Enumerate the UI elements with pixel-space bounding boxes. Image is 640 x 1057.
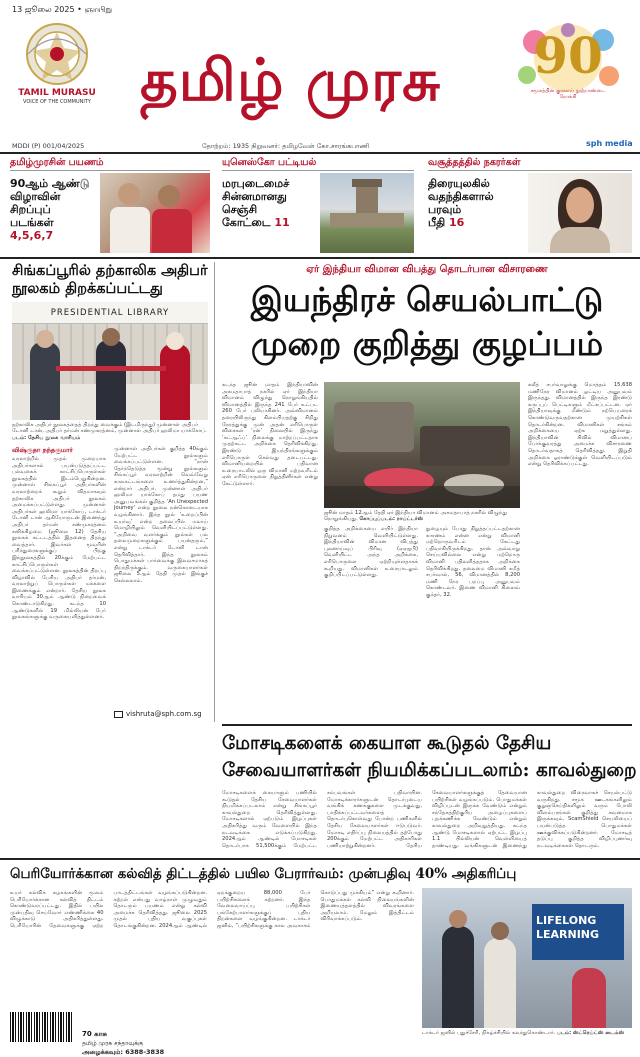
teaser-photo-fort — [320, 173, 414, 253]
registration-number: MDDI (P) 001/04/2025 — [12, 142, 85, 150]
teaser-line: படங்கள் — [10, 216, 54, 229]
sph-media-logo: sph media — [586, 139, 633, 148]
teaser-line: 90ஆம் ஆண்டு — [10, 177, 90, 190]
lead-col2: குறித்த அறிக்கையை எயிர் இந்தியா நிறுவனம் வெளியிட்டுள்ளது. இந்தியாவின் விமான விபத்து புலனாய்வுப் பிரிவு (ஏஏஐபி) வெளியிட்ட அந்த அறிக்கை, எரிபொருளை ஏற்றியுள்ளதாகக் கூறியது. விமானிகள் உரையாடலும் குறிப்பிடப்பட்டுள்ளது. — [324, 526, 418, 579]
mail-icon — [114, 711, 123, 718]
crash-site-photo — [324, 382, 520, 508]
teaser-text — [222, 177, 318, 229]
date-line: 13 ஜூலை 2025 • ஞாயிறு — [12, 5, 113, 14]
lead-headline-line2: முறை குறித்து குழப்பம் — [250, 324, 604, 363]
teaser-line: வதந்திகளால் — [428, 190, 494, 203]
teaser-text — [428, 177, 524, 229]
anniversary-caption: சமூகத்தின் குரலாய் நூற்றாண்டை நோக்கி — [530, 88, 606, 100]
teaser-page-ref: 4,5,6,7 — [10, 229, 54, 242]
caption-credit: கோப்புப்படம்: ராய்ட்டர்ஸ் — [359, 516, 424, 523]
subscription-line: தமிழ் முரசு சந்தாவுக்கு — [82, 1040, 144, 1047]
left-photo-caption — [12, 422, 208, 442]
lifelong-learning-photo — [422, 888, 632, 1028]
subscription-info — [82, 1040, 143, 1047]
second-headline-line1: மோசடிகளைக் கையாள கூடுதல் தேசிய — [222, 733, 552, 754]
banner-text: LIFELONG LEARNING — [536, 914, 600, 941]
second-story-headline[interactable] — [222, 730, 637, 784]
teaser-line: செஞ்சி — [222, 203, 258, 216]
teaser-photo-actress — [528, 173, 632, 253]
second-story-body: மோசடிகளைக் கையாளும் பணியில் கூடுதல் தேசிய சேவையாளர்கள் நியமிக்கப்படலாம் என்று சிங்கப்பூர் காவல்துறை தெரிவித்துள்ளது. மோசடிகளால் ஏற்படும் இழப்புகள் அதிகரித்து வரும் வேளையில் இந்த நடவடிக்கை எடுக்கப்படுகிறது. 2024ஆம் ஆண்டில் மோசடிகள் தொடர்பாக 51,500க்கும் மேற்பட்ட சம்பவங்கள் பதிவாயின. மோசடிக்காரர்களுடன் தொடர்புடைய வங்கிக் கணக்குகளை முடக்குவது, பாதிக்கப்பட்டவர்களைத் தொடர்புகொள்வது போன்ற பணிகளில் தேசிய சேவையாளர்கள் ஈடுபடுவர். மோசடி எதிர்ப்பு நிலையத்தில் தற்போது 200க்கும் மேற்பட்ட அதிகாரிகள் பணியாற்றுகின்றனர். தேசிய சேவையாளர்களுக்குத் தேவையான பயிற்சிகள் வழங்கப்படும். பொதுமக்கள் விழிப்புடன் இருக்க வேண்டும் என்றும் சந்தேகத்திற்குரிய அழைப்புகளைப் புறக்கணிக்க வேண்டும் என்றும் காவல்துறை அறிவுறுத்தியது. கடந்த ஆண்டு மோசடிகளால் ஏற்பட்ட இழப்பு 1.1 பில்லியன் வெள்ளியைத் தாண்டியது. வங்கிகளுடன் இணைந்து காவல்துறை விரைவாகச் செயல்பட்டு வருகிறது. சமூக ஊடகங்களிலும் குறுஞ்செய்திகளிலும் வரும் போலி விளம்பரங்கள் குறித்து கவனமாக இருக்கவும். ScamShield செயலியைப் பயன்படுத்த பொதுமக்கள் ஊக்குவிக்கப்படுகின்றனர். மோசடித் தடுப்பு குறித்த விழிப்புணர்வு நடவடிக்கைகள் தொடரும். — [222, 790, 632, 849]
teaser-line: மரபுடைமைச் — [222, 177, 290, 190]
teaser-section: யுனெஸ்கோ பட்டியல் — [222, 157, 317, 168]
left-column-divider — [214, 262, 215, 722]
tamil-murasu-logo[interactable] — [14, 18, 100, 118]
lead-col1: கடந்த ஜூன் மாதம் இந்தியாவின் அகமதாபாத் நகரில் ஏர் இந்தியா விமானம் விழுந்து நொறுங்கியதில் விமானத்தில் இருந்த 241 பேர் உட்பட 260 பேர் பலியாகினர். அவ்விமானம் தரையிலிருந்து கிளம்பியதற்கு சிறிது நேரத்துக்கு முன் அதன் எரிபொருள் விசைகள் ‘ரன்’ நிலையில் இருந்து ‘கட்ஆஃப்’ நிலைக்கு மாற்றப்பட்டதாக முதற்கட்ட அறிக்கை தெரிவிக்கிறது. இரண்டு இயந்திரங்களுக்கும் எரிபொருள் செல்வது தடைபட்டது. விமானியறையில் பதிவான உரையாடலில் ஒரு விமானி மற்றவரிடம் ஏன் எரிபொருளை நிறுத்தினீர்கள் என்று கேட்டுள்ளார். — [222, 382, 318, 487]
left-story-col2: முன்னாள் அதிபர்கள் குறித்த 40க்கும் மேற்பட்ட நூல்களும் வைக்கப்பட்டுள்ளன. “நான் தேர்ந்தெடுத்த மூன்று நூல்களும் சிங்கப்பூர் வரலாற்றின் வெவ்வேறு காலகட்டங்களை உணர்த்துகின்றன,” என்றார் அதிபர். முன்னாள் அதிபர் ஹலிமா யாக்கோப் தமது பயண அனுபவங்கள் குறித்த ‘An Unexpected Journey’ என்ற நூலை நன்கொடையாக வழங்கினார். இந்த நூல் ‘உறைப்பின் உயர்வு’ என்ற தலைப்பில் மலாய் மொழியிலும் வெளியிடப்பட்டுள்ளது. “அறிவை வளர்க்கும் நூல்கள் பல தலைமுறைகளுக்கும் பயன்தரும்,” என்று டாக்டர் டோனி டான் தெரிவித்தார். இந்த நூலகம் பொதுமக்கள் பார்வைக்கு இலவசமாகத் திறந்திருக்கும். வருகையாளர்கள் ஜூலை 5ஆம் தேதி முதல் இங்குச் செல்லலாம். — [114, 446, 208, 584]
teaser-page-ref: 16 — [449, 216, 465, 229]
teaser-line: பரவும் — [428, 203, 462, 216]
bottom-divider — [0, 858, 640, 860]
masthead-divider — [0, 152, 640, 154]
drum-emblem-icon — [14, 18, 100, 88]
price: 70 காசு — [82, 1030, 107, 1038]
teaser-line: பீதி — [428, 216, 450, 229]
teaser-line: சிறப்புப் — [10, 203, 51, 216]
teaser-line: திரையுலகில் — [428, 177, 490, 190]
logo-tagline: VOICE OF THE COMMUNITY — [23, 99, 91, 105]
teaser-divider — [0, 257, 640, 259]
caption-credit: படம்: ஸ்ட்ரெய்ட்ஸ் டைம்ஸ் — [556, 1030, 625, 1036]
bottom-story-body: உயர் கல்விக் கழகங்களின் மூலம் பெரியோர்க்கான கல்வித் திட்டம் கொண்டுவரப்பட்டது. இதில் பயில முன்பதிவு செய்வோர் எண்ணிக்கை 40 விழுக்காடு அதிகரித்துள்ளது. பெரியோரின் தேவைகளுக்கு ஏற்ற பாடத்திட்டங்கள் வழங்கப்படுகின்றன. கற்றல் என்பது வாழ்நாள் முழுவதும் தொடரும் பயணம் என்று கல்வி அமைச்சு தெரிவித்தது. ஜூலை 2025 முதல் புதிய வகுப்புகள் தொடங்குகின்றன. 2024ஆம் ஆண்டில் ஏறக்குறைய 88,000 பேர் பயிற்சிகளைக் கற்றனர். இந்த வேலைவாய்ப்பு பயிற்சிகள் பங்கேற்பாளர்களுக்குப் புதிய திறன்களை வழங்குகின்றன. டாக்டர் ஜனில், “பயிற்சிகளுக்கு கால அவகாசம் கொடுப்பது முக்கியம்” என்று கூறினார். பொதுமக்கள் கல்வி நிலையங்களின் இணையத்தளத்தில் விவரங்களை அறியலாம். மேலும் இத்திட்டம் விரிவாக்கப்படும். — [10, 890, 414, 929]
barcode — [10, 1012, 72, 1042]
masthead-title[interactable]: தமிழ் முரசு — [140, 46, 441, 114]
teaser-section: தமிழ்முரசின் பயணம் — [10, 157, 104, 168]
teaser-line: சின்னமானது — [222, 190, 287, 203]
teaser-3[interactable] — [428, 157, 632, 254]
left-byline: விஷ்ருதா நந்தகுமார் — [12, 446, 73, 454]
caption-text: தற்காலிக அதிபர் நூலகத்தைத் திறந்து வைக்கும் (இடமிருந்து) முன்னாள் அதிபர் டோனி டான், அதிபர் தர்மன் சண்முகரத்னம், முன்னாள் அதிபர் ஹலிமா யாக்கோப். — [12, 422, 207, 435]
bottom-photo-caption — [422, 1030, 632, 1050]
teaser-page-ref: 11 — [274, 216, 290, 229]
teaser-underline — [10, 170, 210, 171]
teaser-line: விழாவின் — [10, 190, 61, 203]
anniversary-number: 90 — [533, 26, 603, 85]
lead-divider — [222, 724, 632, 726]
email-text: vishruta@sph.com.sg — [126, 710, 202, 718]
teaser-1[interactable] — [10, 157, 210, 254]
bottom-story-headline[interactable]: பெரியோர்க்கான கல்வித் திட்டத்தில் பயில பேரார்வம்: முன்பதிவு 40% அதிகரிப்பு — [10, 866, 517, 882]
left-story-col1: வரலாற்றில் முதல் முறையாக அதிபர்களால் பயன்படுத்தப்பட்ட பல்வகைக் காட்சிப்பொருள்கள் நூலகத்தில் இடம்பெறுகின்றன. முன்னாள் சிங்கப்பூர் அதிபர்களின் வரலாற்றைக் கூறும் விதமாகவும் தற்காலிக அதிபர் நூலகம் அமைக்கப்பட்டுள்ளது. முன்னாள் அதிபர்கள் ஹலிமா யாக்கோப், டாக்டர் டோனி டான் ஆகியோருடன் இணைந்து அதிபர் தர்மன் சண்முகரத்னம் சனிக்கிழமை (ஜூலை 12) தேசிய நூலகக் கட்டடத்தில் இதனைத் திறந்து வைத்தார். இவர்கள் மூவரின் பரிந்துரைகளுக்குப் பிறகு இந்நூலகத்தில் 20க்கும் மேற்பட்ட காட்சிப்பொருள்கள் வைக்கப்பட்டுள்ளன. நூலகத்தின் திறப்பு விழாவில் பேசிய அதிபர் தர்மன், வரலாற்றுப் பொருள்கள் மக்களை இணைக்கும் என்றார். தேசிய நூலக வாரியம் 30ஆம் ஆண்டு நிறைவைக் கொண்டாடுகிறது. கடந்த 10 ஆண்டுகளில் 19 மில்லியன் பேர் நூலகங்களுக்கு வருகையளித்துள்ளனர். — [12, 456, 106, 621]
teaser-photo-celebration — [100, 173, 210, 253]
logo-name: TAMIL MURASU — [18, 88, 96, 98]
teaser-text — [10, 177, 92, 242]
teaser-2[interactable] — [222, 157, 414, 254]
founding-info: தோற்றம்: 1935 நிறுவனர்: தமிழவேள் கோ.சாரங்கபாணி — [202, 142, 370, 150]
teaser-line: கோட்டை — [222, 216, 275, 229]
crash-photo-caption — [324, 510, 520, 524]
library-sign: PRESIDENTIAL LIBRARY — [50, 308, 170, 318]
lead-col4: கலீத் சபர்வாலுக்கு மொத்தம் 15,638 மணிநேர விமானம் ஓட்டிய அனுபவம் இருந்தது. விமானத்தில் இருந்த இரண்டு கருப்புப் பெட்டிகளும் மீட்கப்பட்டன. ஏர் இந்தியாவுக்கு மீண்டும் நற்பெயரைக் கொண்டுவருவதற்கான முயற்சிகள் தொடர்கின்றன. விமானிகள் சங்கம் அறிக்கையை ஏற்க மறுத்துள்ளது. இந்தியாவின் சிவில் விமானப் போக்குவரத்து அமைச்சு விசாரணை தொடர்வதாகத் தெரிவித்தது. இறுதி அறிக்கை ஓராண்டுக்குள் வெளியிடப்படும் என்று தெரிவிக்கப்பட்டது. — [528, 382, 632, 468]
caption-credit: படம்: தேசிய நூலக வாரியம் — [12, 434, 81, 441]
teaser-section: வசூத்தத்தில் நகரர்கள் — [428, 157, 521, 168]
lead-headline[interactable] — [222, 278, 632, 366]
second-headline-line2: சேவையாளர்கள் நியமிக்கப்படலாம்: காவல்துறை — [222, 760, 637, 781]
lead-col3: நுழையும் போது நிறுத்தப்பட்டதற்கான காரணம் என்ன என்று விமானி மற்றொருவரிடம் கேட்டது பதிவாகியிருக்கிறது. தான் அவ்வாறு செய்யவில்லை என்று மற்றொரு விமானி பதிலளித்ததாக அறிக்கை தெரிவிக்கிறது. தலைமை விமானி சுமீத் சபர்வால், 56, விமானத்தில் 8,200 மணி நேர பறப்பு அனுபவம் கொண்டவர். இணை விமானி கிளைவ் குந்தர், 32. — [426, 526, 520, 598]
subscription-phone[interactable]: அழைக்கவும்: 6388-3838 — [82, 1048, 165, 1056]
lead-headline-line1: இயந்திரச் செயல்பாட்டு — [250, 280, 604, 319]
lead-kicker: ஏர் இந்தியா விமான விபத்து தொடர்பான விசாரணை — [306, 264, 548, 275]
presidential-library-photo — [12, 302, 208, 420]
caption-text: ஜூன் மாதம் 12ஆம் தேதி ஏர் இந்தியா விமானம் அகமதாபாத் நகரில் விழுந்து நொறுங்கியது. — [324, 510, 507, 523]
byline-email[interactable] — [114, 710, 202, 718]
anniversary-badge — [505, 20, 631, 112]
caption-text: டாக்டர் ஜனில் புதுச்சேரி, நிகழ்ச்சியில் கலந்துகொண்டார். — [422, 1030, 556, 1036]
teaser-underline — [222, 170, 414, 171]
left-story-headline[interactable]: சிங்கப்பூரில் தற்காலிக அதிபர் நூலகம் திறக்கப்பட்டது — [12, 262, 208, 297]
teaser-underline — [428, 170, 632, 171]
